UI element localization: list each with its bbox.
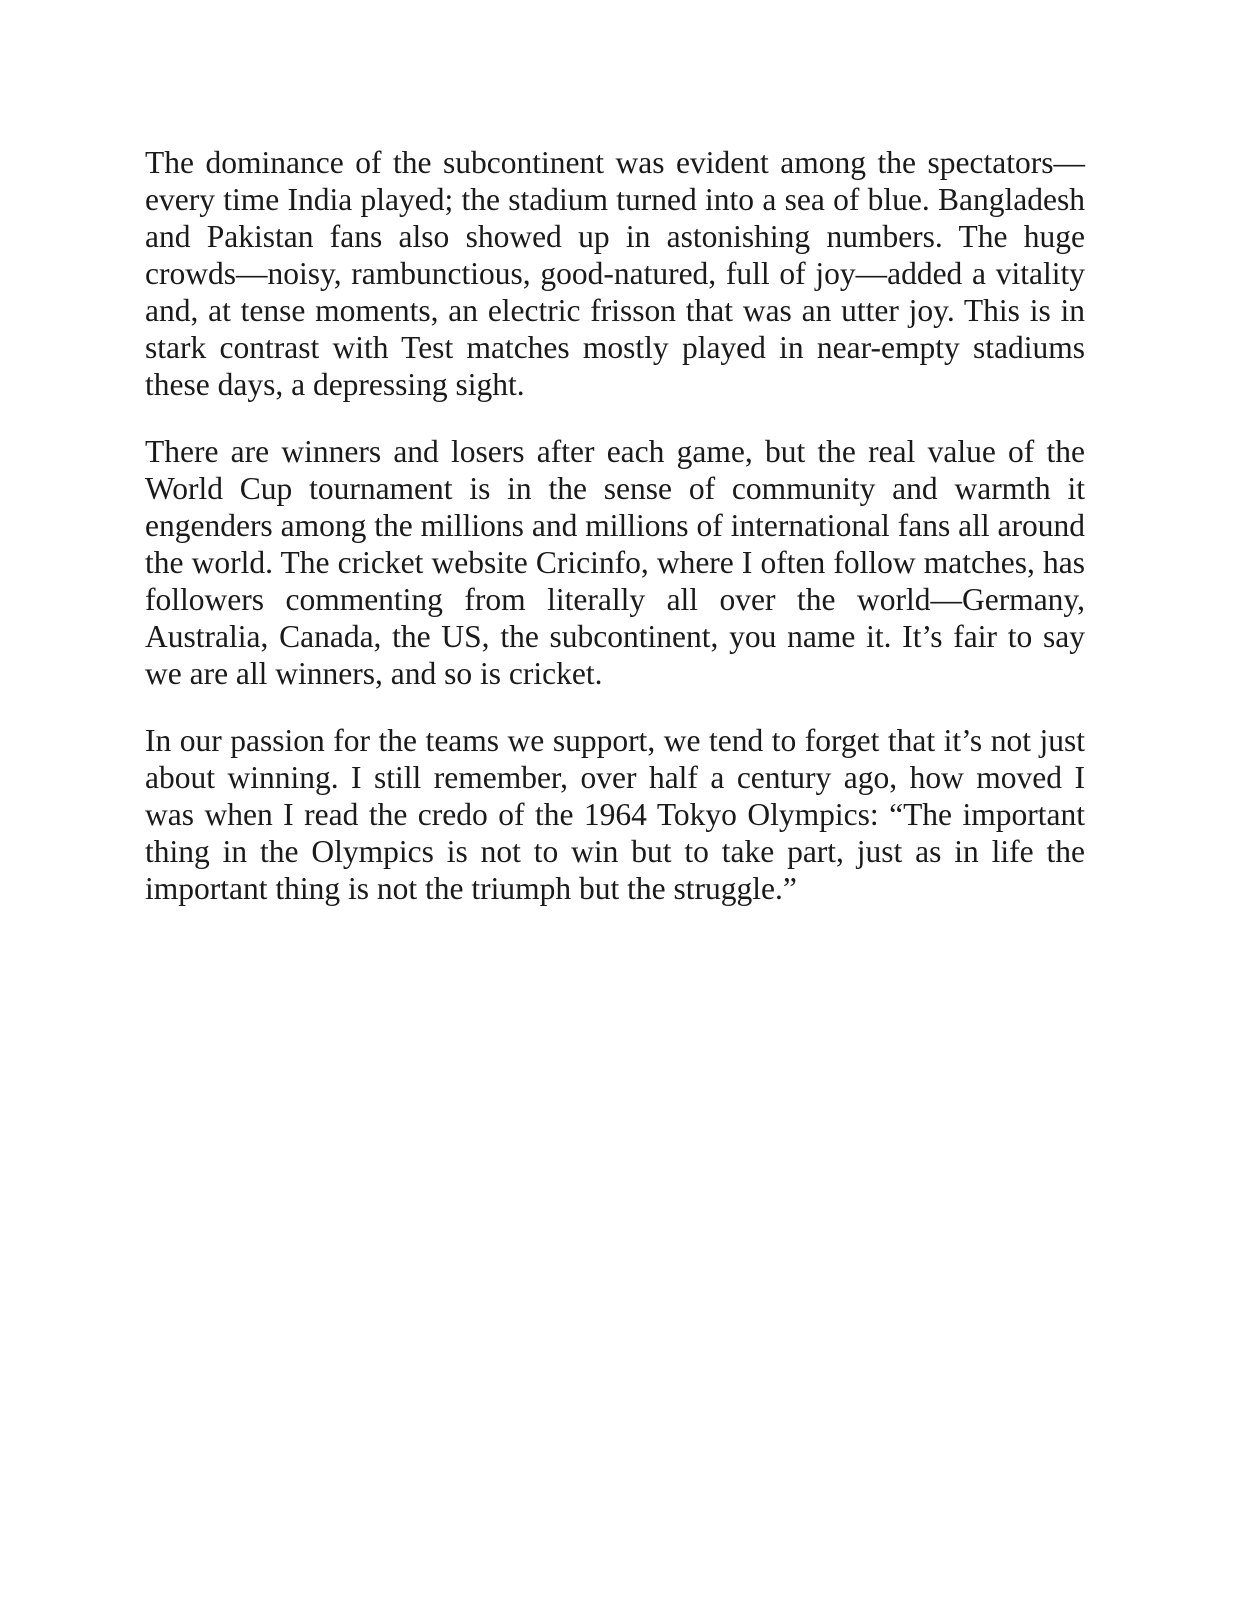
paragraph-spectators: The dominance of the subcontinent was evident among the spectators—every time India played; the stadium turned into a sea of blue. Bangladesh and Pakistan fans also showed up in astonishing numbers. The huge crowds—noisy, rambunctious, good-natured, full of joy—added a vitality and, at tense moments, an electric frisson that was an utter joy. This is in stark contrast with Test matches mostly played in near-empty stadiums these days, a depressing sight.	[145, 145, 1085, 402]
paragraph-community: There are winners and losers after each game, but the real value of the World Cup tournament is in the sense of community and warmth it engenders among the millions and millions of international fans all around the world. The cricket website Cricinfo, where I often follow matches, has followers commenting from literally all over the world—Germany, Australia, Canada, the US, the subcontinent, you name it. It’s fair to say we are all winners, and so is cricket.	[145, 434, 1085, 691]
article-body	[145, 144, 1085, 907]
paragraph-olympic-credo: In our passion for the teams we support, we tend to forget that it’s not just about winning. I still remember, over half a century ago, how moved I was when I read the credo of the 1964 Tokyo Olympics: “The important thing in the Olympics is not to win but to take part, just as in life the important thing is not the triumph but the struggle.”	[145, 723, 1085, 906]
